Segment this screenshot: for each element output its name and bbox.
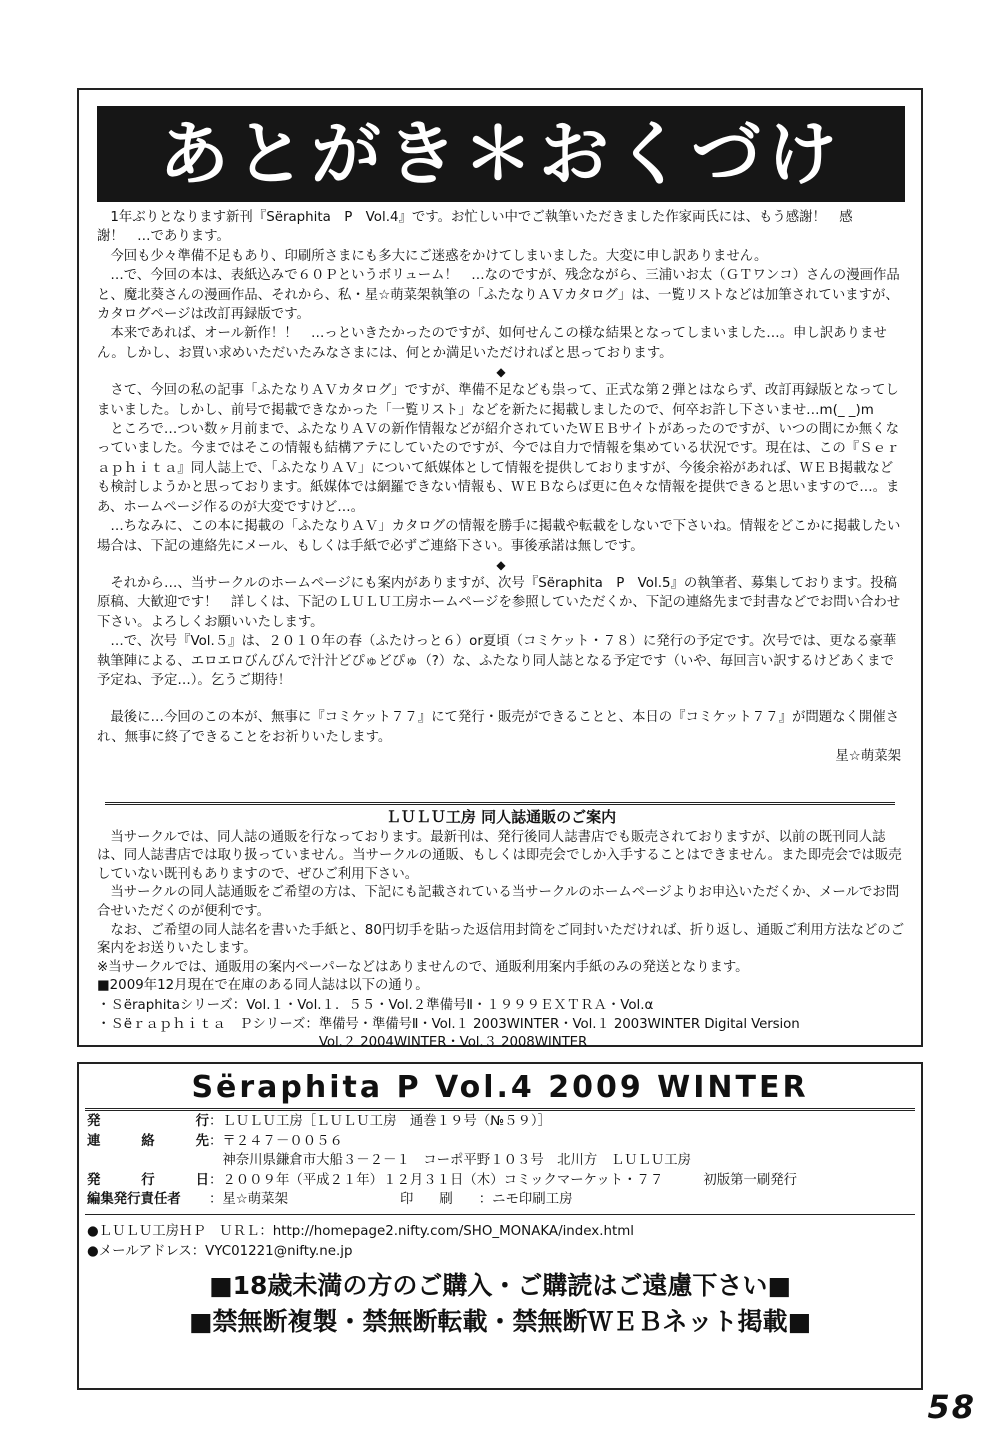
homepage-url: http://homepage2.nifty.com/SHO_MONAKA/index.html xyxy=(272,1224,634,1239)
colophon-value: ：２００９年（平成２１年）１２月３１日（木）コミックマーケット・７７ xyxy=(209,1172,664,1188)
colophon-table xyxy=(87,1112,913,1210)
section-divider xyxy=(105,802,895,805)
printer-key: 印刷 xyxy=(399,1192,479,1207)
colophon-divider xyxy=(85,1108,915,1111)
copyright-warning: ■禁無断複製・禁無断転載・禁無断ＷＥＢネット掲載■ xyxy=(188,1307,812,1336)
page-number: 58 xyxy=(927,1388,976,1426)
stock-series-label: ・Ｓëｒａｐｈｉｔａ Ｐシリーズ： xyxy=(97,1016,319,1032)
colophon-value: ：〒２４７－００５６ 神奈川県鎌倉市大船３－２－１ コーポ平野１０３号 北川方 ＬＵＬＵ工房 xyxy=(209,1133,692,1168)
edition-note: 初版第一刷発行 xyxy=(703,1172,798,1188)
afterword-paragraph: …で、次号『Vol.５』は、２０１０年の春（ふたけっと６）or夏頃（コミケット・７８）に発行の予定です。次号では、更なる豪華執筆陣による、エロエロびんびんで汁汁どぴゅどぴゅ（?）な、ふたなり同人誌となる予定です（いや、毎回言い訳するけどあくまで予定ね、予定…）。乞うご期待！ xyxy=(97,634,897,688)
stock-series-value: Vol.１・Vol.１．５５・Vol.２準備号Ⅱ・１９９９ＥＸＴＲＡ・Vol.α xyxy=(246,997,654,1013)
afterword-section xyxy=(97,208,905,767)
colophon-row-editor xyxy=(87,1190,913,1210)
email-address: VYC01221@nifty.ne.jp xyxy=(205,1244,353,1259)
mail-order-paragraph: なお、ご希望の同人誌名を書いた手紙と、80円切手を貼った返信用封筒をご同封いただければ、折り返し、通販ご利用方法などのご案内をお送りいたします。 xyxy=(97,922,905,957)
homepage-line xyxy=(87,1222,634,1242)
afterword-paragraph: 今回も少々準備不足もあり、印刷所さまにも多大にご迷惑をかけてしまいました。大変に申し訳ありません。 xyxy=(110,248,768,264)
afterword-paragraph: 1年ぶりとなります新刊『Sëraphita P Vol.4』です。お忙しい中でご執筆いただきました作家両氏には、もう感謝！ 感謝！ …であります。 xyxy=(97,210,853,245)
mail-order-paragraph: 当サークルでは、同人誌の通販を行なっております。最新刊は、発行後同人誌書店でも販売されておりますが、以前の既刊同人誌は、同人誌書店では取り扱っていません。当サークルの通販、もしくは即売会でしか入手することはできません。また即売会では販売していない既刊もありますので、ぜひご利用下さい。 xyxy=(97,829,902,882)
colophon-key: 連 絡 先 xyxy=(87,1133,209,1149)
email-line xyxy=(87,1242,634,1262)
colophon-key: 発 行 日 xyxy=(87,1172,209,1188)
homepage-label: ●ＬＵＬＵ工房ＨＰ ＵＲＬ： xyxy=(87,1224,273,1239)
afterword-paragraph: ところで…つい数ヶ月前まで、ふたなりＡＶの新作情報などが紹介されていたＷＥＢサイトがあったのですが、いつの間にか無くなっていました。今まではそこの情報も結構アテにしていたのですが、今では自力で情報を集めている状況です。現在は、この『Ｓｅｒａｐｈｉｔａ』同人誌上で、「ふたなりＡＶ」について紙媒体として情報を提供しておりますが、今後余裕があれば、ＷＥＢ掲載なども検討しようかと思っております。紙媒体では網羅できない情報も、ＷＥＢならば更に色々な情報を提供できると思いますので…。まあ、ホームページ作るのが大変ですけど…。 xyxy=(97,422,900,515)
mail-order-note: ※当サークルでは、通販用の案内ペーパーなどはありませんので、通販利用案内手紙のみの発送となります。 xyxy=(97,959,749,975)
afterword-paragraph: さて、今回の私の記事「ふたなりＡＶカタログ」ですが、準備不足なども祟って、正式な第２弾とはならず、改訂再録版となってしまいました。しかし、前号で掲載できなかった「一覧リスト」などを新たに掲載しましたので、何卒お許し下さいませ…m(_ _)m xyxy=(97,383,899,418)
mail-order-section xyxy=(97,808,905,1053)
stock-row xyxy=(97,997,905,1016)
page-title: あとがき＊おくづけ xyxy=(159,113,843,195)
afterword-paragraph: …ちなみに、この本に掲載の「ふたなりＡＶ」カタログの情報を勝手に掲載や転載をしないで下さいね。情報をどこかに掲載したい場合は、下記の連絡先にメール、もしくは手紙で必ずご連絡下さい。事後承諾は無しです。 xyxy=(97,519,901,554)
colophon-value: ：ＬＵＬＵ工房［ＬＵＬＵ工房 通巻１９号（№５９）］ xyxy=(209,1114,551,1129)
colophon-value: ：星☆萌菜架 xyxy=(209,1192,288,1207)
diamond-separator: ◆ xyxy=(496,365,506,380)
stock-list xyxy=(97,997,905,1053)
email-label: ●メールアドレス： xyxy=(87,1244,206,1259)
stock-series-value: 準備号・準備号Ⅱ・Vol.１ 2003WINTER・Vol.１ 2003WINTER Digital Version Vol.２ 2004WINTER・Vol.３ 2008WINTER xyxy=(318,1016,800,1051)
contact-links xyxy=(87,1222,634,1262)
afterword-paragraph: それから…、当サークルのホームページにも案内がありますが、次号『Sëraphita P Vol.5』の執筆者、募集しております。投稿原稿、大歓迎です！ 詳しくは、下記のＬＵＬＵ工房ホームページを参照していただくか、下記の連絡先まで封書などでお問い合わせ下さい。よろしくお願いいたします。 xyxy=(97,575,901,630)
stock-series-label: ・Ｓëraphitaシリーズ： xyxy=(97,997,247,1013)
printer-value: ：ニモ印刷工房 xyxy=(478,1192,573,1207)
stock-row xyxy=(97,1016,905,1053)
afterword-paragraph: 最後に…今回のこの本が、無事に『コミケット７７』にて発行・販売ができることと、本日の『コミケット７７』が問題なく開催され、無事に終了できることをお祈りいたします。 xyxy=(97,710,900,745)
warning-block xyxy=(79,1268,921,1340)
stock-intro: ■2009年12月現在で在庫のある同人誌は以下の通り。 xyxy=(97,978,429,994)
mail-order-paragraph: 当サークルの同人誌通販をご希望の方は、下記にも記載されている当サークルのホームページよりお申込いただくか、メールでお問合せいただくのが便利です。 xyxy=(97,885,900,919)
colophon-title: Sëraphita P Vol.4 2009 WINTER xyxy=(191,1070,809,1105)
afterword-frame xyxy=(77,88,923,1051)
age-warning: ■18歳未満の方のご購入・ご購読はご遠慮下さい■ xyxy=(208,1271,792,1300)
colophon-key: 編集発行責任者 xyxy=(87,1192,181,1207)
colophon-divider xyxy=(85,1214,915,1215)
author-signature: 星☆萌菜架 xyxy=(835,749,901,765)
title-banner xyxy=(97,106,905,202)
mail-order-heading: ＬＵＬＵ工房 同人誌通販のご案内 xyxy=(385,808,617,826)
afterword-paragraph: 本来であれば、オール新作！！ …っといきたかったのですが、如何せんこの様な結果となってしまいました…。申し訳ありません。しかし、お買い求めいただいたみなさまには、何とか満足いただければと思っております。 xyxy=(97,326,887,361)
diamond-separator: ◆ xyxy=(496,557,506,572)
colophon-frame xyxy=(77,1062,923,1390)
colophon-row-date xyxy=(87,1171,913,1191)
colophon-key: 発 行 xyxy=(87,1114,209,1129)
colophon-row-publisher xyxy=(87,1112,913,1132)
afterword-paragraph: …で、今回の本は、表紙込みで６０Ｐというボリューム！ …なのですが、残念ながら、三浦いお太（ＧＴワンコ）さんの漫画作品と、魔北葵さんの漫画作品、それから、私・星☆萌菜架執筆の「ふたなりＡＶカタログ」は、一覧リストなどは加筆されていますが、カタログページは改訂再録版です。 xyxy=(97,268,900,323)
colophon-row-contact xyxy=(87,1132,913,1171)
